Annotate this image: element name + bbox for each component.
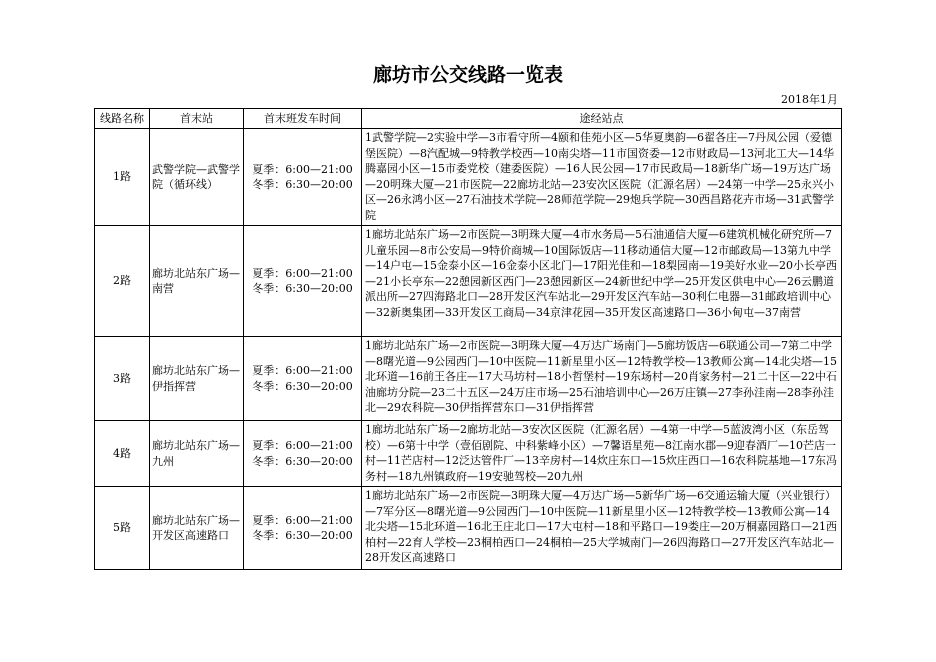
route-name: 4路 [95, 421, 150, 487]
header-terminals: 首末站 [150, 109, 244, 129]
summer-time: 夏季：6:00—21:00 [252, 364, 353, 377]
route-terminals: 武警学院—武警学院（循环线） [150, 129, 244, 226]
route-stops-text: 1武警学院—2实验中学—3市看守所—4颐和佳苑小区—5华夏奥韵—6翟各庄—7丹凤公园（爱德堡医院）—8汽配城—9特教学校西—10南尖塔—11市国资委—12市财政局—13河北工大—14华腾嘉园小区—15市委党校（建委医院）—16人民公园—17市民政局—18新华广场—19万达广场—20明珠大厦—21市医院—22廊坊北站—23安次区医院（汇源名居）—24第一中学—25永兴小区—26永鸿小区—27石油技术学院—28师范学院—29炮兵学院—30西昌路花卉市场—31武警学院 [365, 131, 834, 222]
route-stops-text: 1廊坊北站东广场—2廊坊北站—3安次区医院（汇源名居）—4第一中学—5蓝波湾小区（东岳驾校）—6第十中学（壹佰剧院、中科紫峰小区）—7馨语星苑—8江南水郡—9迎春酒厂—10芒店一村—11芒店村—12泛达管件厂—13辛房村—14炊庄东口—15炊庄西口—16农科院基地—17东冯务村—18九州镇政府—19安驰驾校—20九州 [365, 423, 837, 483]
route-times [244, 129, 362, 226]
route-stops [362, 337, 842, 421]
route-name: 5路 [95, 487, 150, 570]
route-terminals: 廊坊北站东广场—开发区高速路口 [150, 487, 244, 570]
route-terminals: 廊坊北站东广场—九州 [150, 421, 244, 487]
route-stops-text: 1廊坊北站东广场—2市医院—3明珠大厦—4万达广场南门—5廊坊饭店—6联通公司—7第二中学—8曙光道—9公园西门—10中医院—11新星里小区—12特教学校—13教师公寓—14北尖塔—15北环道—16前王各庄—17大马坊村—18小哲堡村—19东场村—20肖家务村—21二十区—22中石油廊坊分院—23二十五区—24万庄市场—25石油培训中心—26万庄镇—27李孙洼南—28李孙洼北—29农科院—30伊指挥营东口—31伊指挥营 [365, 339, 837, 414]
table-header-row [95, 109, 842, 129]
winter-time: 冬季：6:30—20:00 [252, 282, 353, 295]
winter-time: 冬季：6:30—20:00 [252, 529, 353, 542]
route-stops [362, 129, 842, 226]
route-name: 3路 [95, 337, 150, 421]
page-title: 廊坊市公交线路一览表 [372, 64, 563, 86]
header-departure-times: 首末班发车时间 [244, 109, 362, 129]
route-terminals: 廊坊北站东广场—伊指挥营 [150, 337, 244, 421]
table-row [95, 421, 842, 487]
winter-time: 冬季：6:30—20:00 [252, 178, 353, 191]
date-label: 2018年1月 [781, 93, 838, 106]
winter-time: 冬季：6:30—20:00 [252, 454, 353, 468]
summer-time: 夏季：6:00—21:00 [252, 513, 353, 527]
bus-route-table [94, 108, 842, 570]
route-name: 2路 [95, 226, 150, 337]
winter-time: 冬季：6:30—20:00 [252, 379, 353, 393]
route-stops-text: 1廊坊北站东广场—2市医院—3明珠大厦—4市水务局—5石油通信大厦—6建筑机械化研究所—7儿童乐园—8市公安局—9特价商城—10国际饭店—11移动通信大厦—12市邮政局—13第九中学—14户屯—15金泰小区—16金泰小区北门—17阳光佳和—18梨园南—19美好水业—20小长亭西—21小长亭东—22憩园新区西门—23憩园新区—24新世纪中学—25开发区供电中心—26云鹏道派出所—27四海路北口—28开发区汽车站北—29开发区汽车站—30利仁电器—31邮政培训中心—32新奥集团—33开发区工商局—34京津花园—35开发区高速路口—36小甸屯—37南营 [365, 228, 837, 319]
header-stops: 途经站点 [362, 109, 842, 129]
summer-time: 夏季：6:00—21:00 [252, 162, 353, 176]
route-times [244, 421, 362, 487]
route-name: 1路 [95, 129, 150, 226]
route-times [244, 337, 362, 421]
route-stops [362, 487, 842, 570]
table-row [95, 226, 842, 337]
route-times [244, 487, 362, 570]
summer-time: 夏季：6:00—21:00 [252, 266, 353, 280]
route-terminals: 廊坊北站东广场—南营 [150, 226, 244, 337]
table-row [95, 337, 842, 421]
route-stops-text: 1廊坊北站东广场—2市医院—3明珠大厦—4万达广场—5新华广场—6交通运输大厦（兴业银行）—7军分区—8曙光道—9公园西门—10中医院—11新星里小区—12特教学校—13教师公寓—14北尖塔—15北环道—16北王庄北口—17大屯村—18和平路口—19娄庄—20万桐嘉园路口—21西柏村—22育人学校—23桐柏西口—24桐柏—25大学城南门—26四海路口—27开发区汽车站北—28开发区高速路口 [365, 489, 837, 564]
summer-time: 夏季：6:00—21:00 [252, 439, 353, 452]
table-row [95, 487, 842, 570]
route-stops [362, 421, 842, 487]
table-row [95, 129, 842, 226]
route-stops [362, 226, 842, 337]
route-times [244, 226, 362, 337]
header-route-name: 线路名称 [95, 109, 150, 129]
